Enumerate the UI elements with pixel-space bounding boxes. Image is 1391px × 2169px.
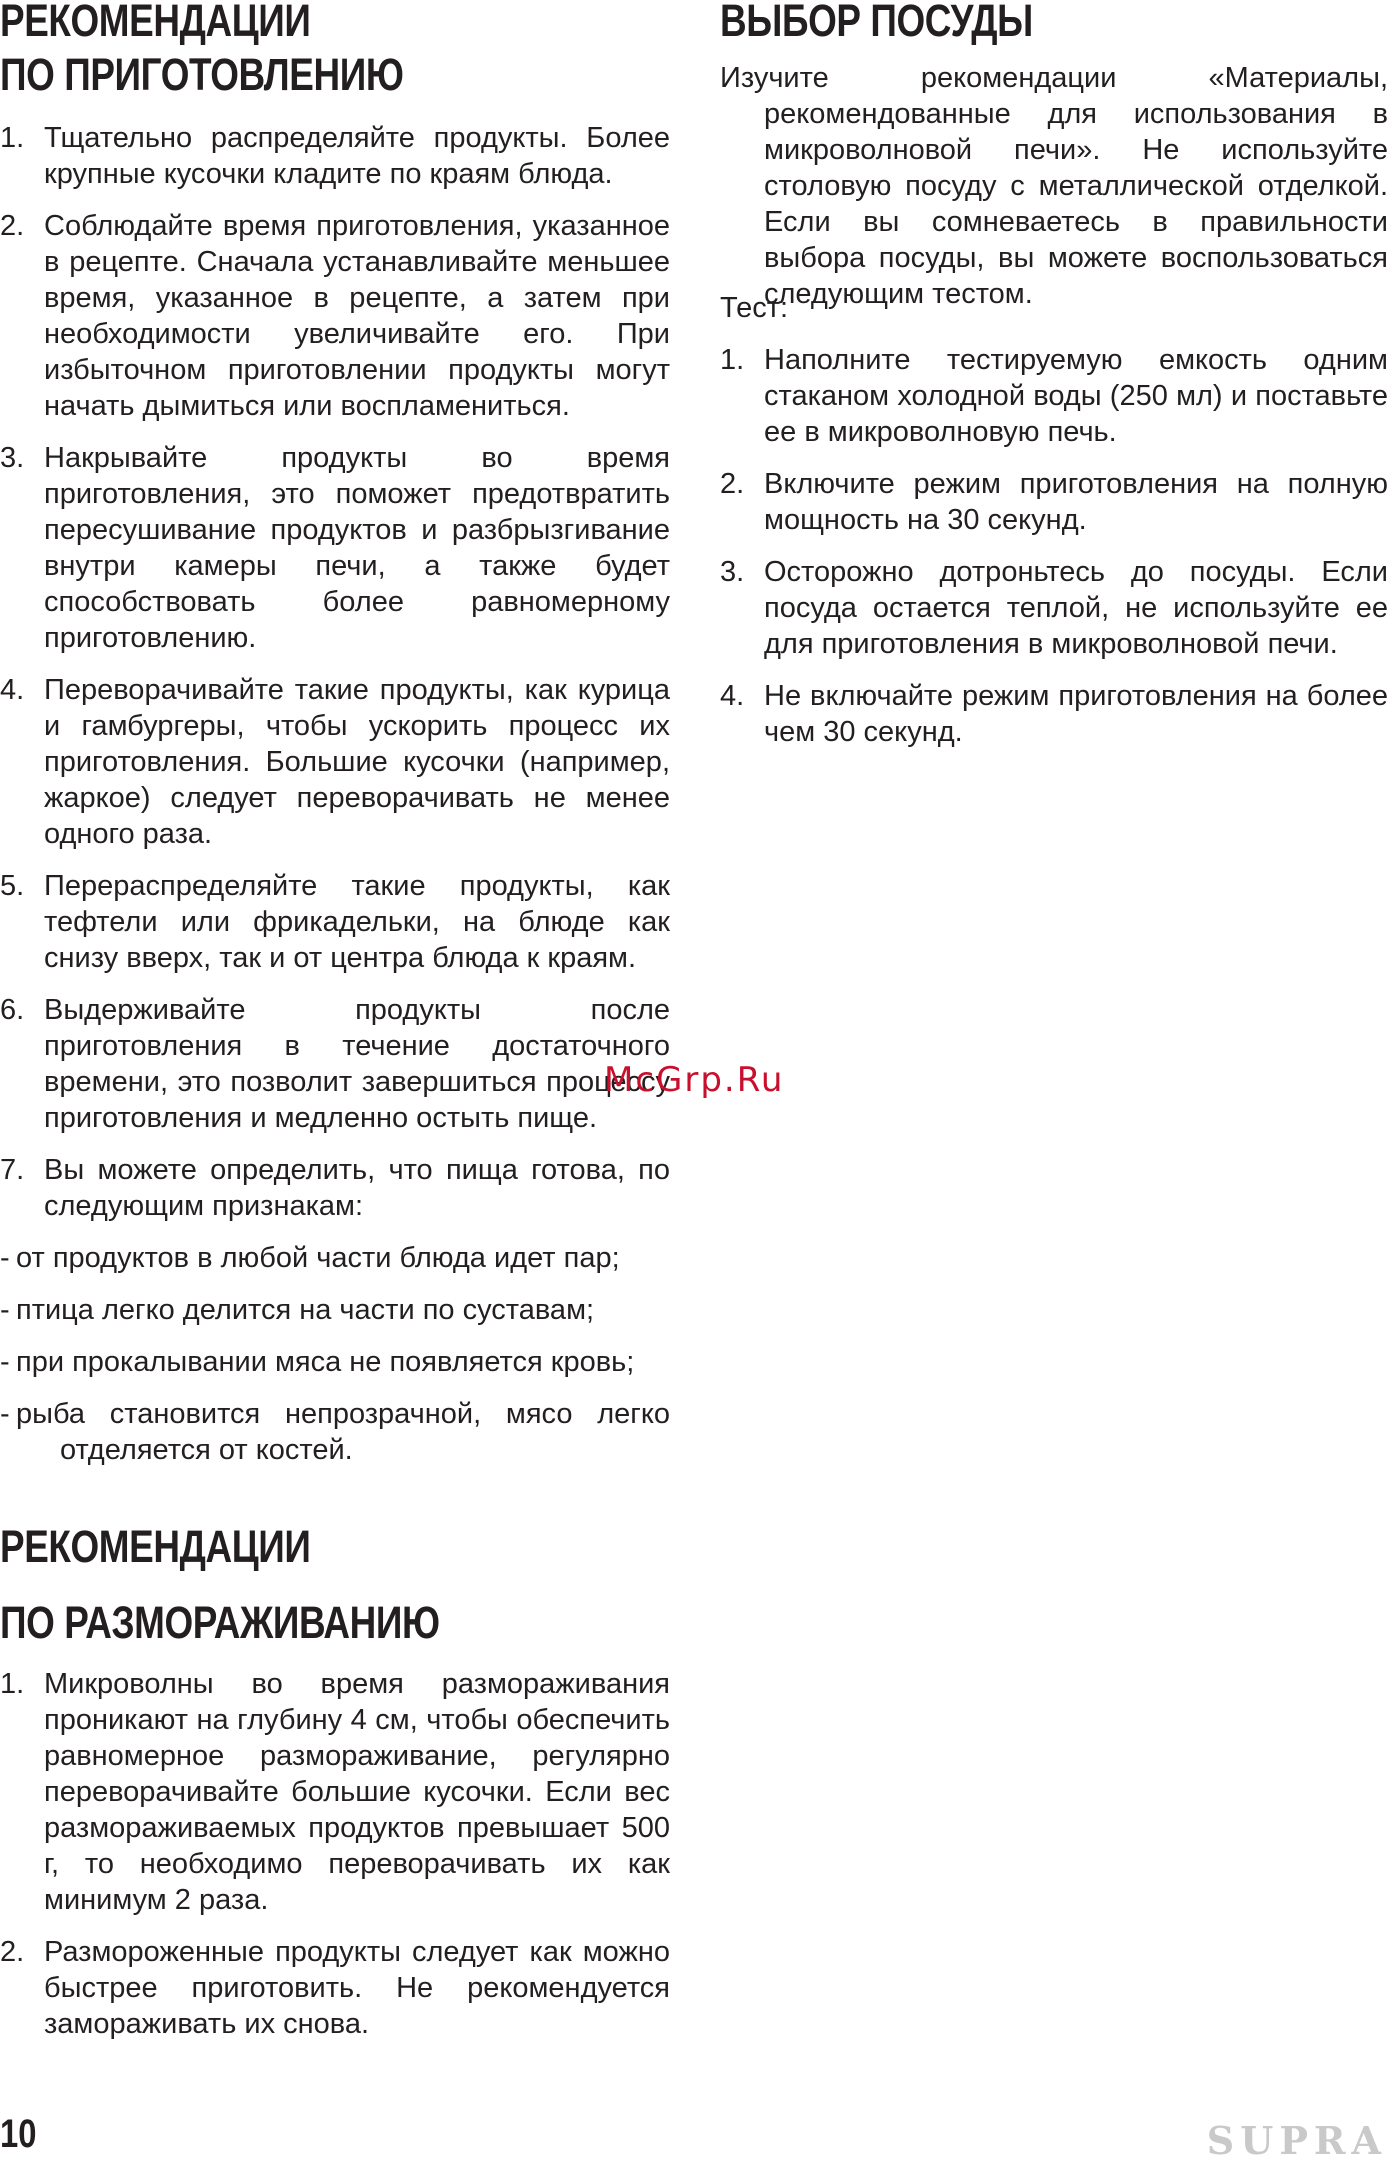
sign-text: птица легко делится на части по суставам; <box>16 1294 595 1326</box>
doneness-sign <box>0 1292 670 1328</box>
item-text: Перераспределяйте такие продукты, как тефтели или фрикадельки, на блюде как снизу вверх, так и от центра блюда к краям. <box>44 870 670 974</box>
item-number: 1. <box>0 1668 25 1700</box>
cooking-item-2 <box>0 208 670 424</box>
cooking-item-1 <box>0 120 670 192</box>
item-text: Выдерживайте продукты после приготовления в течение достаточного времени, это позволит завершиться процессу приготовления и медленно остыть пище. <box>44 994 670 1134</box>
item-text: Переворачивайте такие продукты, как курица и гамбургеры, чтобы ускорить процесс их приготовления. Большие кусочки (например, жаркое) следует переворачивать не менее одного раза. <box>44 674 670 850</box>
item-number: 6. <box>0 994 25 1026</box>
defrost-heading-line1: РЕКОМЕНДАЦИИ <box>0 1521 311 1572</box>
dash-bullet: - <box>0 1346 10 1378</box>
test-step-1 <box>720 342 1388 450</box>
test-label: Тест: <box>720 292 789 324</box>
item-number: 1. <box>0 122 25 154</box>
doneness-sign <box>0 1396 670 1468</box>
sign-text: рыба становится непрозрачной, мясо легко отделяется от костей. <box>16 1398 670 1466</box>
cookware-heading: ВЫБОР ПОСУДЫ <box>720 0 1033 46</box>
item-number: 4. <box>720 680 745 712</box>
dash-bullet: - <box>0 1242 10 1274</box>
defrost-section-body <box>0 1666 670 2058</box>
test-step-3 <box>720 554 1388 662</box>
item-number: 2. <box>0 210 25 242</box>
cooking-item-7 <box>0 1152 670 1224</box>
cookware-intro-text: Изучите рекомендации «Материалы, рекомендованные для использования в микроволновой печи». Не используйте столовую посуду с металлической отделкой. Если вы сомневаетесь в правильности выбора посуды, вы можете воспользоваться следующим тестом. <box>720 62 1388 310</box>
defrost-item-2 <box>0 1934 670 2042</box>
defrost-item-1 <box>0 1666 670 1918</box>
doneness-sign <box>0 1240 670 1276</box>
item-text: Накрывайте продукты во время приготовления, это поможет предотвратить пересушивание продуктов и разбрызгивание внутри камеры печи, а также будет способствовать более равномерному приготовлению. <box>44 442 670 654</box>
item-text: Осторожно дотроньтесь до посуды. Если посуда остается теплой, не используйте ее для приготовления в микроволновой печи. <box>764 556 1388 660</box>
cooking-heading-line2: ПО ПРИГОТОВЛЕНИЮ <box>0 49 404 100</box>
item-text: Включите режим приготовления на полную мощность на 30 секунд. <box>764 468 1388 536</box>
brand-logo: SUPRA <box>1206 2118 1387 2163</box>
item-number: 2. <box>0 1936 25 1968</box>
cooking-list <box>0 120 670 1224</box>
cooking-item-3 <box>0 440 670 656</box>
cookware-intro <box>720 60 1388 312</box>
test-step-4 <box>720 678 1388 750</box>
item-text: Тщательно распределяйте продукты. Более крупные кусочки кладите по краям блюда. <box>44 122 670 190</box>
cooking-item-5 <box>0 868 670 976</box>
item-number: 3. <box>720 556 745 588</box>
item-number: 5. <box>0 870 25 902</box>
cooking-heading <box>0 0 403 102</box>
doneness-signs-list <box>0 1240 670 1468</box>
cookware-test-list <box>720 342 1388 750</box>
item-text: Размороженные продукты следует как можно быстрее приготовить. Не рекомендуется замораживать их снова. <box>44 1936 670 2040</box>
watermark-text: McGrp.Ru <box>604 1060 785 1100</box>
defrost-heading-line2: ПО РАЗМОРАЖИВАНИЮ <box>0 1597 440 1648</box>
item-text: Соблюдайте время приготовления, указанное в рецепте. Сначала устанавливайте меньшее время, указанное в рецепте, а затем при необходимости увеличивайте его. При избыточном приготовлении продукты могут начать дымиться или воспламениться. <box>44 210 670 422</box>
cooking-heading-line1: РЕКОМЕНДАЦИИ <box>0 0 311 46</box>
sign-text: при прокалывании мяса не появляется кровь; <box>16 1346 635 1378</box>
page-number: 10 <box>0 2112 37 2156</box>
cooking-item-4 <box>0 672 670 852</box>
item-number: 3. <box>0 442 25 474</box>
item-number: 1. <box>720 344 745 376</box>
item-text: Наполните тестируемую емкость одним стаканом холодной воды (250 мл) и поставьте ее в микроволновую печь. <box>764 344 1388 448</box>
item-text: Микроволны во время размораживания проникают на глубину 4 см, чтобы обеспечить равномерное размораживание, регулярно переворачивайте большие кусочки. Если вес размораживаемых продуктов превышает 500 г, то необходимо переворачивать их как минимум 2 раза. <box>44 1668 670 1916</box>
dash-bullet: - <box>0 1294 10 1326</box>
doneness-sign <box>0 1344 670 1380</box>
item-number: 7. <box>0 1154 25 1186</box>
defrost-list <box>0 1666 670 2042</box>
cookware-test-body <box>720 342 1388 766</box>
item-number: 2. <box>720 468 745 500</box>
dash-bullet: - <box>0 1398 10 1430</box>
sign-text: от продуктов в любой части блюда идет пар; <box>16 1242 620 1274</box>
cooking-section-body <box>0 120 670 1484</box>
cooking-item-6 <box>0 992 670 1136</box>
defrost-heading <box>0 1520 440 1672</box>
item-text: Вы можете определить, что пища готова, по следующим признакам: <box>44 1154 670 1222</box>
item-text: Не включайте режим приготовления на более чем 30 секунд. <box>764 680 1388 748</box>
item-number: 4. <box>0 674 25 706</box>
test-step-2 <box>720 466 1388 538</box>
